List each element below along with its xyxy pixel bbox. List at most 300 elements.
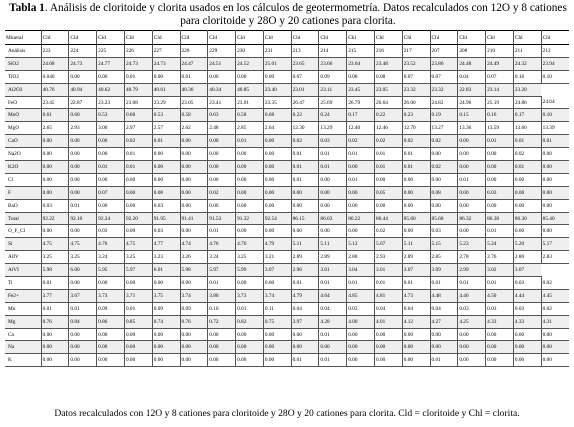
table-cell: 224 — [69, 45, 97, 58]
header-mineral-cell: Cld — [180, 31, 208, 45]
table-cell: 0.08 — [347, 70, 375, 83]
table-cell: 0.01 — [347, 173, 375, 186]
table-row — [5, 341, 569, 354]
table-cell: 0.00 — [124, 328, 152, 341]
table-cell: 0.01 — [486, 225, 514, 238]
table-cell: 2.83 — [541, 251, 569, 264]
table-cell: 5.99 — [236, 264, 264, 277]
table-cell: 0.23 — [402, 109, 430, 122]
table-cell: 0.01 — [236, 302, 264, 315]
table-cell: 0.00 — [263, 199, 291, 212]
table-cell: 0.11 — [263, 302, 291, 315]
table-cell: 0.00 — [263, 161, 291, 174]
table-cell: 0.00 — [69, 354, 97, 367]
table-cell: 2.48 — [208, 122, 236, 135]
header-mineral-cell: Cld — [124, 31, 152, 45]
row-label: Al2O3 — [5, 83, 41, 96]
row-label: O_F_Cl — [5, 225, 41, 238]
table-cell: 0.01 — [291, 354, 319, 367]
table-cell: 0.00 — [402, 341, 430, 354]
table-cell: 223 — [41, 45, 69, 58]
table-cell: 0.00 — [486, 341, 514, 354]
header-mineral-cell: Chl — [458, 31, 486, 45]
table-cell: 86.22 — [347, 212, 375, 225]
table-cell: 4.45 — [541, 289, 569, 302]
row-label: K2O — [5, 161, 41, 174]
table-row — [5, 225, 569, 238]
table-cell: 0.00 — [152, 354, 180, 367]
table-cell: 0.00 — [263, 354, 291, 367]
table-cell: 0.01 — [41, 277, 69, 290]
table-cell: 40.85 — [236, 83, 264, 96]
table-cell: 0.03 — [486, 302, 514, 315]
table-cell: 0.00 — [458, 186, 486, 199]
table-cell: 0.06 — [208, 70, 236, 83]
table-cell: 24.73 — [152, 57, 180, 70]
table-cell: 0.03 — [152, 225, 180, 238]
table-cell: 91.32 — [236, 212, 264, 225]
table-cell: 0.04 — [374, 302, 402, 315]
row-label: Mg — [5, 315, 41, 328]
table-cell: 12.70 — [402, 122, 430, 135]
table-cell: 0.00 — [208, 148, 236, 161]
table-cell: 86.30 — [513, 212, 541, 225]
table-cell: 0.19 — [430, 109, 458, 122]
table-cell: 23.29 — [152, 96, 180, 109]
table-cell: 4.64 — [319, 289, 347, 302]
table-cell: 4.85 — [347, 289, 375, 302]
table-row — [5, 186, 569, 199]
table-cell: 2.78 — [458, 251, 486, 264]
table-cell: 0.08 — [430, 186, 458, 199]
table-cell: 5.98 — [180, 264, 208, 277]
table-cell: 3.26 — [180, 251, 208, 264]
table-cell: 24.77 — [97, 57, 125, 70]
table-cell: 208 — [458, 45, 486, 58]
table-cell: 5.07 — [374, 238, 402, 251]
table-cell: 0.04 — [319, 302, 347, 315]
table-cell: 0.00 — [486, 148, 514, 161]
table-cell: 4.79 — [263, 238, 291, 251]
table-cell: 4.28 — [319, 315, 347, 328]
table-cell: 26.64 — [374, 96, 402, 109]
table-cell: 0.00 — [541, 341, 569, 354]
table-cell: 0.00 — [458, 148, 486, 161]
table-cell: 25.69 — [319, 96, 347, 109]
table-cell: 0.07 — [430, 70, 458, 83]
table-cell: 0.00 — [152, 173, 180, 186]
row-label: F — [5, 186, 41, 199]
table-cell: 12.46 — [374, 122, 402, 135]
table-cell: 0.00 — [402, 225, 430, 238]
table-row — [5, 328, 569, 341]
table-cell: 0.01 — [208, 277, 236, 290]
table-cell: 23.05 — [180, 96, 208, 109]
table-cell: 23.35 — [263, 96, 291, 109]
table-cell: 3.67 — [69, 289, 97, 302]
table-cell: 4.12 — [402, 315, 430, 328]
table-cell: 5.97 — [124, 264, 152, 277]
table-cell: 4.46 — [458, 289, 486, 302]
header-mineral-cell: Chl — [402, 31, 430, 45]
table-cell: 0.00 — [541, 354, 569, 367]
table-cell: 85.40 — [541, 212, 569, 225]
table-cell: 2.88 — [347, 251, 375, 264]
table-cell: 0.01 — [319, 277, 347, 290]
table-cell: 0.00 — [97, 341, 125, 354]
table-cell: 3.25 — [236, 251, 264, 264]
table-cell: 23.41 — [208, 96, 236, 109]
table-cell: 5.12 — [347, 238, 375, 251]
table-cell: 0.00 — [208, 135, 236, 148]
header-mineral-cell: Chl — [319, 31, 347, 45]
table-cell: 3.23 — [152, 251, 180, 264]
table-cell: 24.49 — [486, 57, 514, 70]
table-cell: 0.00 — [236, 199, 264, 212]
table-cell: 0.00 — [69, 225, 97, 238]
table-cell: 0.01 — [458, 277, 486, 290]
table-row — [5, 161, 569, 174]
table-cell: 24.47 — [180, 57, 208, 70]
table-cell: 22.87 — [69, 96, 97, 109]
table-cell: 0.00 — [69, 341, 97, 354]
row-label: MnO — [5, 109, 41, 122]
table-cell: 0.00 — [541, 148, 569, 161]
row-label: FeO — [5, 96, 41, 109]
table-row — [5, 315, 569, 328]
table-cell: 0.00 — [541, 161, 569, 174]
table-row — [5, 96, 569, 109]
table-cell: 4.25 — [458, 315, 486, 328]
table-cell: 0.00 — [69, 148, 97, 161]
table-cell: 0.00 — [236, 225, 264, 238]
table-cell: 5.11 — [319, 238, 347, 251]
table-cell: 0.22 — [374, 109, 402, 122]
table-cell: 0.63 — [208, 109, 236, 122]
table-cell: 0.00 — [208, 173, 236, 186]
table-cell: 2.99 — [458, 264, 486, 277]
row-label: Análisis — [5, 45, 41, 58]
table-row — [5, 173, 569, 186]
table-cell: 0.09 — [319, 70, 347, 83]
table-cell: 0.00 — [152, 148, 180, 161]
table-cell: 92.20 — [124, 212, 152, 225]
table-cell: 0.85 — [124, 315, 152, 328]
table-cell: 0.00 — [291, 225, 319, 238]
table-cell: 230 — [236, 45, 264, 58]
header-mineral-cell: Chl — [374, 31, 402, 45]
table-cell: 0.60 — [124, 109, 152, 122]
table-cell: 0.01 — [291, 161, 319, 174]
table-cell: 0.00 — [402, 199, 430, 212]
table-cell: 0.00 — [97, 135, 125, 148]
table-cell: 217 — [402, 45, 430, 58]
table-cell: 0.00 — [41, 148, 69, 161]
table-cell: 0.00 — [347, 225, 375, 238]
table-cell: 213 — [291, 45, 319, 58]
header-mineral-cell: Cld — [263, 31, 291, 45]
table-cell: 0.00 — [319, 341, 347, 354]
table-cell: 91.41 — [180, 212, 208, 225]
table-cell: 40.62 — [97, 83, 125, 96]
table-cell: 0.00 — [486, 199, 514, 212]
table-cell: 0.03 — [97, 225, 125, 238]
table-cell: 0.00 — [263, 70, 291, 83]
table-cell: 13.39 — [541, 122, 569, 135]
table-cell: 0.01 — [486, 277, 514, 290]
table-cell: 0.00 — [319, 225, 347, 238]
table-cell: 0.01 — [124, 161, 152, 174]
table-cell: 225 — [97, 45, 125, 58]
table-cell: 91.53 — [208, 212, 236, 225]
table-cell: 13.59 — [486, 122, 514, 135]
table-cell: 2.89 — [291, 251, 319, 264]
row-label: CaO — [5, 135, 41, 148]
table-cell: 0.16 — [486, 109, 514, 122]
table-cell: 40.61 — [152, 83, 180, 96]
table-cell: 0.03 — [347, 302, 375, 315]
table-cell: 212 — [541, 45, 569, 58]
table-cell: 86.15 — [291, 212, 319, 225]
row-label: SiO2 — [5, 57, 41, 70]
table-cell: 0.03 — [152, 199, 180, 212]
table-cell: 0.24 — [319, 109, 347, 122]
table-cell: 0.00 — [69, 277, 97, 290]
table-cell: 3.80 — [208, 289, 236, 302]
table-cell: 0.03 — [430, 225, 458, 238]
table-cell: 0.00 — [41, 173, 69, 186]
table-cell: 0.00 — [41, 341, 69, 354]
table-cell: 227 — [152, 45, 180, 58]
table-cell: 0.00 — [152, 70, 180, 83]
table-cell: 24.86 — [513, 96, 541, 109]
table-cell: 0.04 — [458, 70, 486, 83]
table-cell: 4.81 — [374, 289, 402, 302]
table-cell: 0.00 — [541, 328, 569, 341]
table-cell: 0.01 — [374, 148, 402, 161]
table-cell: 23.20 — [513, 83, 541, 96]
table-cell: 0.00 — [347, 328, 375, 341]
table-cell: 0.01 — [236, 135, 264, 148]
table-cell: 5.24 — [486, 238, 514, 251]
table-row — [5, 135, 569, 148]
table-cell: 3.21 — [263, 251, 291, 264]
table-cell: 0.07 — [97, 186, 125, 199]
table-cell: 0.07 — [291, 70, 319, 83]
table-cell: 0.00 — [458, 354, 486, 367]
table-cell: 0.00 — [208, 199, 236, 212]
table-cell: 0.00 — [97, 199, 125, 212]
table-cell: 0.00 — [236, 70, 264, 83]
table-cell: 0.08 — [374, 70, 402, 83]
table-body — [5, 45, 569, 367]
table-cell: 0.01 — [513, 135, 541, 148]
table-cell: 0.01 — [124, 70, 152, 83]
table-cell: 0.86 — [97, 315, 125, 328]
table-cell: 0.00 — [513, 354, 541, 367]
table-cell: 0.00 — [402, 173, 430, 186]
table-cell: 3.75 — [152, 289, 180, 302]
table-cell: 0.00 — [97, 328, 125, 341]
table-cell: 3.04 — [347, 264, 375, 277]
table-cell: 3.01 — [374, 264, 402, 277]
table-cell: 0.00 — [263, 135, 291, 148]
table-cell: 86.32 — [458, 212, 486, 225]
table-cell: 0.01 — [69, 199, 97, 212]
table-cell: 5.23 — [458, 238, 486, 251]
table-cell: 3.73 — [97, 289, 125, 302]
table-cell: 0.00 — [124, 199, 152, 212]
table-cell: 0.00 — [263, 341, 291, 354]
table-cell: 3.07 — [402, 264, 430, 277]
table-cell: 0.00 — [236, 148, 264, 161]
table-cell: 5.95 — [97, 264, 125, 277]
table-cell: 207 — [430, 45, 458, 58]
table-cell: 0.00 — [41, 225, 69, 238]
geothermometry-table — [5, 30, 569, 367]
table-row — [5, 57, 569, 70]
table-cell: 2.97 — [124, 122, 152, 135]
table-cell: 226 — [124, 45, 152, 58]
table-cell: 4.73 — [402, 289, 430, 302]
table-cell: 24.82 — [430, 96, 458, 109]
table-cell: 0.00 — [374, 328, 402, 341]
table-cell: 3.71 — [124, 289, 152, 302]
table-cell: 2.85 — [430, 251, 458, 264]
table-cell: 0.00 — [347, 354, 375, 367]
table-cell: 0.01 — [180, 70, 208, 83]
table-cell: 0.09 — [152, 302, 180, 315]
table-cell: 0.02 — [430, 135, 458, 148]
table-cell: 0.82 — [236, 315, 264, 328]
table-cell: 0.03 — [513, 277, 541, 290]
table-cell: 0.00 — [486, 173, 514, 186]
table-cell: 0.00 — [402, 328, 430, 341]
table-row — [5, 238, 569, 251]
table-cell: 2.62 — [180, 122, 208, 135]
header-mineral-cell: Chl — [347, 31, 375, 45]
table-cell: 0.00 — [291, 199, 319, 212]
header-mineral-cell: Chl — [291, 31, 319, 45]
table-cell: 0.00 — [236, 328, 264, 341]
table-cell: 2.64 — [263, 122, 291, 135]
table-cell: 0.00 — [402, 186, 430, 199]
table-cell: 0.00 — [69, 135, 97, 148]
table-cell: 4.76 — [97, 238, 125, 251]
table-cell: 0.00 — [486, 161, 514, 174]
table-cell: 23.14 — [486, 83, 514, 96]
table-cell: 3.25 — [41, 251, 69, 264]
table-cell: 25.01 — [263, 57, 291, 70]
table-cell: 13.60 — [513, 122, 541, 135]
table-cell: 24.73 — [124, 57, 152, 70]
table-cell: 0.00 — [263, 173, 291, 186]
table-cell: 0.01 — [347, 148, 375, 161]
table-row — [5, 109, 569, 122]
table-cell: 0.02 — [374, 135, 402, 148]
table-cell: 24.64 — [541, 96, 569, 109]
table-cell: 2.89 — [402, 251, 430, 264]
table-cell: 0.02 — [513, 148, 541, 161]
table-cell: 6.01 — [152, 264, 180, 277]
table-cell: 0.07 — [402, 70, 430, 83]
table-cell: 0.00 — [513, 173, 541, 186]
table-cell: 0.15 — [458, 109, 486, 122]
table-cell: 3.24 — [208, 251, 236, 264]
table-cell: 0.00 — [319, 199, 347, 212]
header-mineral-cell: Cld — [152, 31, 180, 45]
table-cell: 0.00 — [41, 161, 69, 174]
table-cell: 4.00 — [347, 315, 375, 328]
table-cell: 0.00 — [124, 277, 152, 290]
table-cell: 0.00 — [347, 161, 375, 174]
table-cell: 0.01 — [402, 277, 430, 290]
table-cell: 23.23 — [97, 96, 125, 109]
table-cell: 0.00 — [263, 148, 291, 161]
table-cell: 24.32 — [513, 57, 541, 70]
table-cell: 0.01 — [208, 225, 236, 238]
table-cell: 2.89 — [319, 251, 347, 264]
table-cell: 0.00 — [124, 225, 152, 238]
header-mineral-cell: Cld — [97, 31, 125, 45]
table-cell: 3.24 — [97, 251, 125, 264]
table-cell: 211 — [513, 45, 541, 58]
row-label: Ca — [5, 328, 41, 341]
table-cell: 23.32 — [430, 83, 458, 96]
table-cell: 0.00 — [374, 354, 402, 367]
table-cell: 0.00 — [458, 225, 486, 238]
table-cell: 0.00 — [486, 328, 514, 341]
table-cell: 0.02 — [402, 135, 430, 148]
row-label: Total — [5, 212, 41, 225]
table-cell: 0.58 — [180, 109, 208, 122]
table-cell: 86.03 — [319, 212, 347, 225]
table-cell: 4.77 — [152, 238, 180, 251]
table-cell: 0.01 — [347, 277, 375, 290]
table-cell: 0.00 — [152, 341, 180, 354]
table-cell: 0.00 — [458, 135, 486, 148]
table-cell: 0.02 — [374, 225, 402, 238]
table-cell: 0.00 — [180, 277, 208, 290]
table-cell: 0.00 — [374, 173, 402, 186]
table-cell: 0.01 — [374, 161, 402, 174]
table-cell: 5.98 — [41, 264, 69, 277]
table-cell: 40.79 — [124, 83, 152, 96]
table-cell: 0.01 — [402, 161, 430, 174]
table-cell: 0.53 — [152, 109, 180, 122]
table-cell: 86.44 — [374, 212, 402, 225]
table-cell: 6.00 — [69, 264, 97, 277]
table-cell: 24.51 — [208, 57, 236, 70]
table-cell: 40.34 — [208, 83, 236, 96]
table-cell: 40.36 — [180, 83, 208, 96]
table-cell: 0.00 — [97, 173, 125, 186]
table-cell: 0.00 — [124, 173, 152, 186]
table-cell: 3.74 — [263, 289, 291, 302]
table-cell: 92.24 — [97, 212, 125, 225]
table-cell: 0.00 — [486, 354, 514, 367]
table-cell: 0.58 — [236, 109, 264, 122]
table-cell: 0.00 — [180, 354, 208, 367]
table-cell: 40.76 — [41, 83, 69, 96]
table-cell: 0.53 — [97, 109, 125, 122]
table-cell: 4.75 — [69, 238, 97, 251]
table-cell: 0.72 — [208, 315, 236, 328]
table-row — [5, 83, 569, 96]
table-cell: 0.01 — [319, 148, 347, 161]
table-cell: 4.75 — [124, 238, 152, 251]
table-cell: 0.00 — [152, 161, 180, 174]
